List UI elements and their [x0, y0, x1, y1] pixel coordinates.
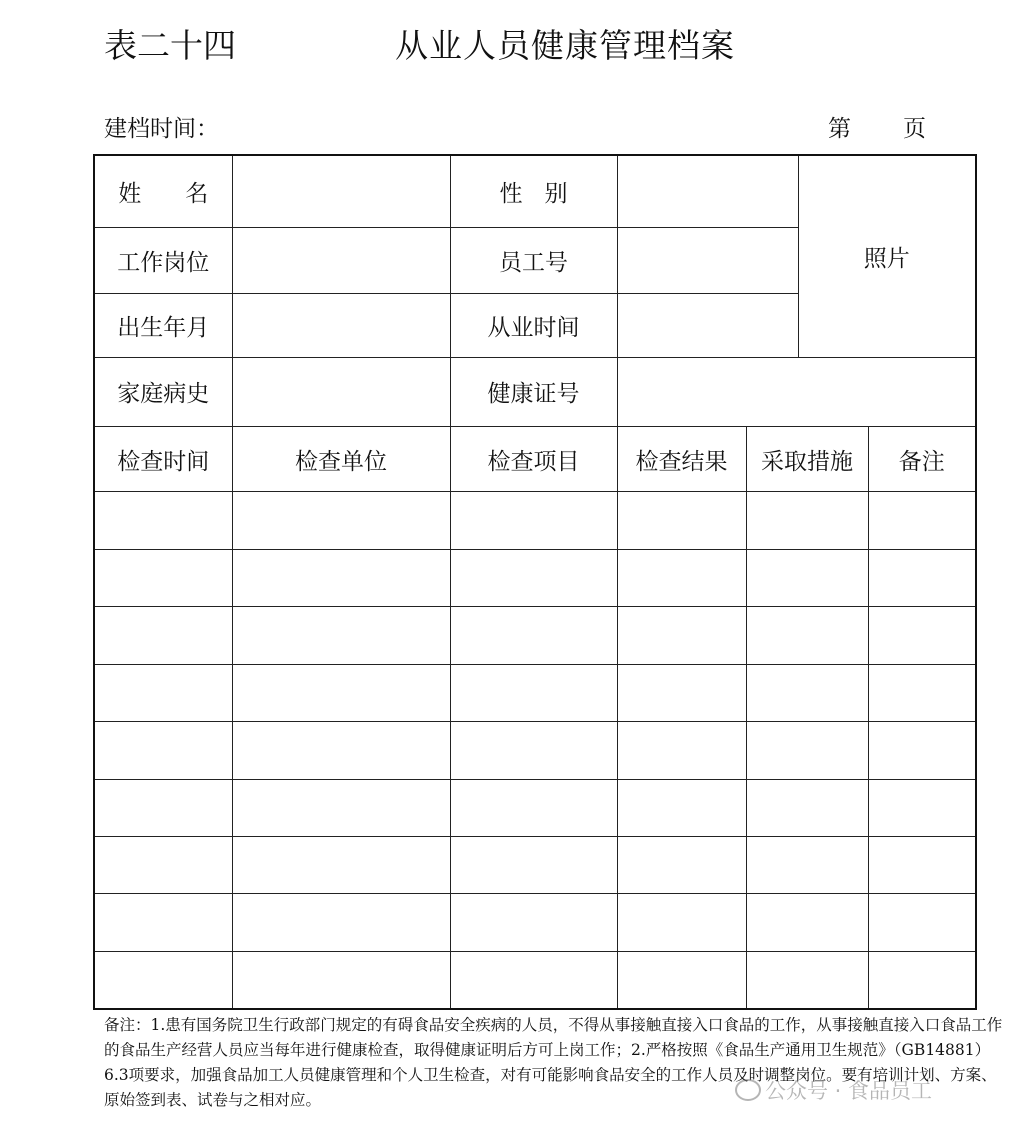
table-cell[interactable]	[617, 549, 746, 606]
table-cell[interactable]	[450, 549, 617, 606]
table-cell[interactable]	[232, 549, 450, 606]
health-cert-value-cell[interactable]	[617, 357, 976, 426]
table-cell[interactable]	[868, 894, 976, 951]
table-row	[94, 951, 976, 1009]
table-cell[interactable]	[450, 779, 617, 836]
footnote-remarks: 备注：1.患有国务院卫生行政部门规定的有碍食品安全疾病的人员，不得从事接触直接入口食品的工作，从事接触直接入口食品工作的食品生产经营人员应当每年进行健康检查，取得健康证明后方可上岗工作；2.严格按照《食品生产通用卫生规范》（GB14881）6.3项要求，加强食品加工人员健康管理和个人卫生检查，对有可能影响食品安全的工作人员及时调整岗位。要有培训计划、方案、原始签到表、试卷与之相对应。	[104, 1016, 1003, 1109]
table-cell[interactable]	[232, 492, 450, 549]
table-cell[interactable]	[450, 836, 617, 893]
table-cell[interactable]	[617, 607, 746, 664]
table-cell[interactable]	[868, 549, 976, 606]
table-cell[interactable]	[746, 664, 868, 721]
photo-label: 照片	[863, 246, 910, 272]
health-cert-label: 健康证号	[450, 357, 617, 426]
table-cell[interactable]	[868, 664, 976, 721]
position-value-cell[interactable]	[232, 227, 450, 293]
table-row	[94, 836, 976, 893]
table-cell[interactable]	[868, 722, 976, 779]
table-cell[interactable]	[94, 664, 232, 721]
table-cell[interactable]	[868, 779, 976, 836]
table-cell[interactable]	[450, 894, 617, 951]
table-cell[interactable]	[617, 664, 746, 721]
table-row	[94, 779, 976, 836]
name-label-part1: 姓	[118, 180, 142, 207]
name-label-part2: 名	[185, 180, 209, 207]
page-label-suffix: 页	[903, 116, 926, 142]
table-cell[interactable]	[617, 951, 746, 1009]
page-title: 从业人员健康管理档案	[395, 26, 735, 65]
table-cell[interactable]	[232, 722, 450, 779]
form-code: 表二十四	[104, 26, 236, 65]
table-cell[interactable]	[94, 722, 232, 779]
table-cell[interactable]	[746, 549, 868, 606]
table-cell[interactable]	[746, 779, 868, 836]
table-cell[interactable]	[232, 894, 450, 951]
table-cell[interactable]	[868, 836, 976, 893]
col-measures: 采取措施	[746, 426, 868, 491]
info-row-family	[94, 357, 976, 426]
table-cell[interactable]	[232, 951, 450, 1009]
gender-value-cell[interactable]	[617, 155, 798, 227]
family-history-value-cell[interactable]	[232, 357, 450, 426]
birth-label: 出生年月	[94, 293, 232, 357]
table-row	[94, 664, 976, 721]
page-label-prefix: 第	[828, 116, 851, 142]
table-cell[interactable]	[232, 779, 450, 836]
employee-no-label: 员工号	[450, 227, 617, 293]
table-cell[interactable]	[868, 492, 976, 549]
table-cell[interactable]	[746, 722, 868, 779]
work-time-label: 从业时间	[450, 293, 617, 357]
table-cell[interactable]	[746, 492, 868, 549]
health-record-table	[93, 154, 977, 1010]
table-row	[94, 549, 976, 606]
table-cell[interactable]	[232, 664, 450, 721]
employee-no-value-cell[interactable]	[617, 227, 798, 293]
exam-rows	[94, 492, 976, 1009]
table-cell[interactable]	[232, 836, 450, 893]
page-number-label	[828, 110, 926, 143]
photo-cell[interactable]	[798, 155, 976, 357]
table-cell[interactable]	[617, 722, 746, 779]
table-cell[interactable]	[617, 779, 746, 836]
col-exam-item: 检查项目	[450, 426, 617, 491]
table-cell[interactable]	[94, 836, 232, 893]
filing-date-label: 建档时间：	[104, 116, 219, 142]
table-cell[interactable]	[94, 492, 232, 549]
name-value-cell[interactable]	[232, 155, 450, 227]
table-row	[94, 894, 976, 951]
table-cell[interactable]	[94, 951, 232, 1009]
table-row	[94, 492, 976, 549]
table-cell[interactable]	[450, 607, 617, 664]
table-cell[interactable]	[94, 549, 232, 606]
table-cell[interactable]	[450, 664, 617, 721]
position-label: 工作岗位	[94, 227, 232, 293]
gender-label-part1: 性	[499, 180, 523, 207]
gender-label	[450, 155, 617, 227]
table-cell[interactable]	[232, 607, 450, 664]
gender-label-part2: 别	[544, 180, 568, 207]
table-cell[interactable]	[450, 722, 617, 779]
col-remarks: 备注	[868, 426, 976, 491]
table-row	[94, 607, 976, 664]
exam-header-row	[94, 426, 976, 491]
watermark	[735, 1075, 932, 1105]
table-cell[interactable]	[617, 894, 746, 951]
info-row-name	[94, 155, 976, 227]
table-cell[interactable]	[746, 836, 868, 893]
table-cell[interactable]	[868, 951, 976, 1009]
table-cell[interactable]	[868, 607, 976, 664]
table-cell[interactable]	[746, 894, 868, 951]
table-cell[interactable]	[94, 779, 232, 836]
family-history-label: 家庭病史	[94, 357, 232, 426]
col-exam-time: 检查时间	[94, 426, 232, 491]
table-cell[interactable]	[94, 894, 232, 951]
table-row	[94, 722, 976, 779]
table-cell[interactable]	[450, 951, 617, 1009]
col-exam-unit: 检查单位	[232, 426, 450, 491]
col-exam-result: 检查结果	[617, 426, 746, 491]
table-cell[interactable]	[450, 492, 617, 549]
table-cell[interactable]	[617, 836, 746, 893]
table-cell[interactable]	[617, 492, 746, 549]
table-cell[interactable]	[746, 951, 868, 1009]
wechat-icon	[735, 1079, 761, 1101]
table-cell[interactable]	[746, 607, 868, 664]
birth-value-cell[interactable]	[232, 293, 450, 357]
watermark-text: 公众号 · 食品员工	[765, 1079, 933, 1103]
work-time-value-cell[interactable]	[617, 293, 798, 357]
name-label	[94, 155, 232, 227]
table-cell[interactable]	[94, 607, 232, 664]
